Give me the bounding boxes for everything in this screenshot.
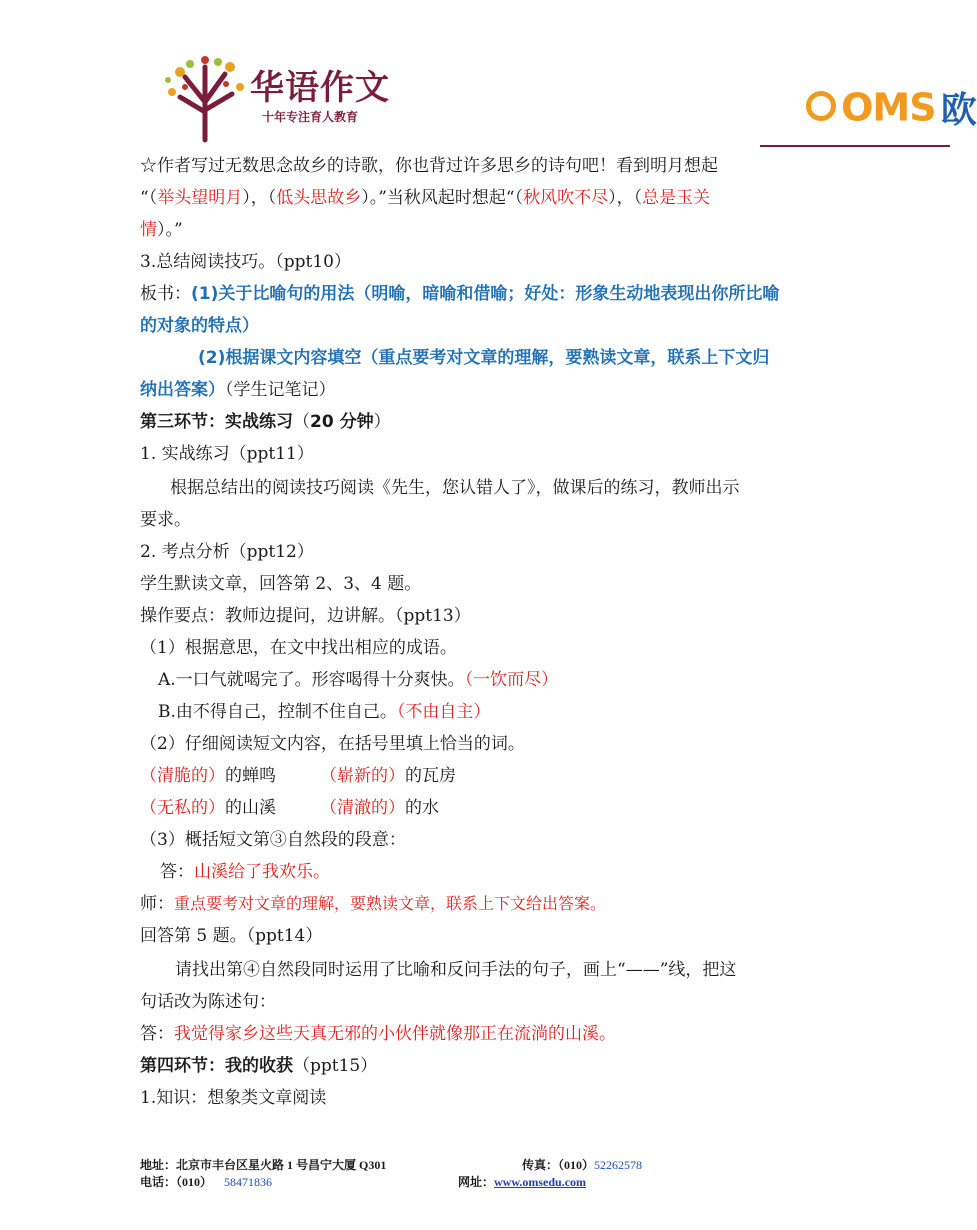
poem-line [140,186,710,210]
label: 师： [140,894,174,914]
label: 答： [140,1024,174,1044]
answer: （无私的） [140,798,225,818]
oms-logo [806,82,977,132]
text: ）。” [157,220,183,240]
question-2: （2）仔细阅读短文内容，在括号里填上恰当的词。 [140,734,525,754]
question-2-row-2 [140,796,439,820]
footer-phone [140,1173,272,1190]
footer-address: 地址：北京市丰台区星火路 1 号昌宁大厦 Q301 [140,1158,387,1172]
step-3: 3.总结阅读技巧。（ppt10） [140,252,351,272]
practice-desc: 根据总结出的阅读技巧阅读《先生，您认错人了》，做课后的练习，教师出示 [170,478,740,498]
answer: （崭新的） [320,766,405,786]
text: 的山溪 [225,798,276,818]
knowledge-item: 1.知识：想象类文章阅读 [140,1088,327,1108]
poem-line-cont [140,218,183,242]
board-item-1-cont: 的对象的特点） [140,316,259,336]
text: 的蝉鸣 [225,766,276,786]
answer: 总是玉关 [642,188,711,208]
analysis-desc: 学生默读文章，回答第 2、3、4 题。 [140,574,422,594]
fax-label: 传真：（010） [522,1158,595,1172]
question-5-desc: 请找出第④自然段同时运用了比喻和反问手法的句子，画上“——”线，把这 [175,960,737,980]
answer: 举头望明月 [157,188,243,208]
brand-slogan: 十年专注育人教育 [262,110,359,124]
oms-logo-text: OMS [841,85,936,130]
question-1a [158,668,558,692]
text: ） [373,412,391,432]
question-1b [158,700,490,724]
question-3-answer [160,860,330,884]
board-item-2: (2)根据课文内容填空（重点要考对文章的理解，要熟读文章，联系上下文归 [198,348,770,368]
brand-title: 华语作文 [250,68,390,108]
question-1: （1）根据意思，在文中找出相应的成语。 [140,638,457,658]
text: （ppt15） [293,1056,378,1076]
board-writing [140,282,779,306]
text: ），（ [608,188,643,208]
answer: （清脆的） [140,766,225,786]
analysis-item: 2. 考点分析（ppt12） [140,542,314,562]
website-link[interactable]: www.omsedu.com [494,1175,587,1189]
board-item-2-cont [140,378,336,402]
answer: 情 [140,220,157,240]
heading: 第三环节：实战练习 [140,412,293,432]
section-3-heading [140,410,391,434]
answer: 低头思故乡 [276,188,362,208]
oms-globe-icon [806,91,836,121]
text: B.由不得自己，控制不住自己。 [158,702,397,722]
answer: 秋风吹不尽 [523,188,609,208]
phone-label: 电话：（010） [140,1175,213,1189]
text: 的瓦房 [405,766,456,786]
phone-number: 58471836 [224,1175,273,1189]
text: 纳出答案） [140,380,225,400]
note: 重点要考对文章的理解，要熟读文章，联系上下文给出答案。 [174,894,607,913]
text: A.一口气就喝完了。形容喝得十分爽快。 [158,670,465,690]
label: 答： [160,862,194,882]
header-divider [760,145,950,147]
practice-desc-cont: 要求。 [140,510,191,530]
duration: 20 分钟 [310,412,374,432]
question-3: （3）概括短文第③自然段的段意： [140,830,406,850]
heading: 第四环节：我的收获 [140,1056,293,1076]
text: （学生记笔记） [225,380,336,400]
question-5-desc-cont: 句话改为陈述句： [140,992,276,1012]
answer: 我觉得家乡这些天真无邪的小伙伴就像那正在流淌的山溪。 [174,1024,616,1044]
question-2-row-1 [140,764,456,788]
practice-item: 1. 实战练习（ppt11） [140,444,314,464]
section-4-heading [140,1054,377,1078]
text: “（ [140,188,158,208]
tree-icon [160,52,250,142]
text: ），（ [242,188,277,208]
operation-points: 操作要点：教师边提问，边讲解。（ppt13） [140,606,471,626]
oms-logo-cn: 欧 [940,90,977,131]
board-item-1: (1)关于比喻句的用法（明喻，暗喻和借喻；好处：形象生动地表现出你所比喻 [191,284,780,304]
answer: （不由自主） [396,702,491,722]
footer-fax [522,1156,642,1173]
text: ）。”当秋风起时想起“（ [361,188,524,208]
footer-web [458,1173,586,1190]
question-5: 回答第 5 题。（ppt14） [140,926,323,946]
fax-number: 52262578 [594,1158,643,1172]
label: 板书： [140,284,191,304]
answer: （一饮而尽） [464,670,559,690]
answer: 山溪给了我欢乐。 [194,862,330,882]
intro-question: ☆作者写过无数思念故乡的诗歌，你也背过许多思乡的诗句吧！看到明月想起 [140,156,718,176]
answer: （清澈的） [320,798,405,818]
text: （ [293,412,310,432]
web-label: 网址： [458,1175,495,1189]
question-5-answer [140,1022,616,1046]
text: 的水 [405,798,439,818]
teacher-note [140,892,606,916]
brand-logo [160,52,250,142]
